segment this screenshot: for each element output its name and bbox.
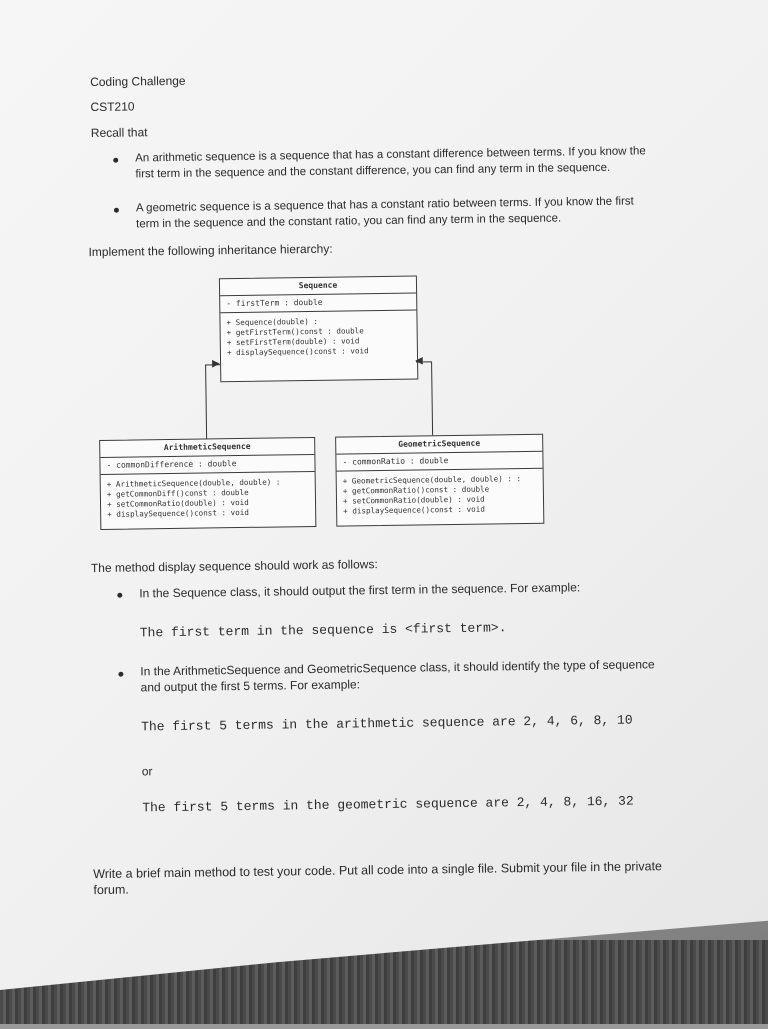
method: + getFirstTerm()const : double (226, 326, 364, 338)
bullet-dot (113, 158, 118, 163)
example-geometric: The first 5 terms in the geometric sequence are 2, 4, 8, 16, 32 (142, 793, 634, 816)
method: + GeometricSequence(double, double) : : (342, 474, 522, 486)
method: + ArithmeticSequence(double, double) : (106, 477, 281, 489)
arithmetic-attribute: - commonDifference : double (100, 455, 314, 475)
subclass-rule: In the ArithmeticSequence and GeometricSequence class, it should identify the type of sequence and output the first 5 terms. For example: (140, 657, 655, 695)
inheritance-arrow-icon: ◀ (414, 355, 423, 367)
method: + getCommonRatio()const : double (342, 484, 490, 496)
recall-heading: Recall that (90, 125, 148, 141)
bullet-dot (114, 208, 119, 213)
closing-instructions: Write a brief main method to test your code. Put all code into a single file. Submit your file in the private forum. (93, 859, 663, 898)
method: + setFirstTerm(double) : void (226, 336, 360, 348)
method: + setCommonRatio(double) : void (342, 494, 485, 506)
method: + Sequence(double) : (226, 316, 319, 328)
implement-label: Implement the following inheritance hierarchy: (88, 241, 333, 260)
arithmetic-class-box (99, 437, 316, 530)
method: + setCommonRatio(double) : void (106, 497, 249, 509)
course-code: CST210 (90, 99, 135, 115)
geometric-attribute: - commonRatio : double (336, 452, 542, 472)
geometric-class-box (335, 434, 544, 527)
sequence-attribute: - firstTerm : double (220, 294, 416, 314)
method: + displaySequence()const : void (343, 504, 485, 516)
document-title: Coding Challenge (90, 73, 186, 90)
method: + displaySequence()const : void (226, 346, 369, 358)
method: + displaySequence()const : void (107, 507, 249, 519)
sequence-class-box (219, 276, 418, 383)
geometric-methods (337, 469, 544, 522)
sequence-methods (220, 311, 417, 364)
inheritance-arrow-icon: ▶ (212, 358, 220, 370)
sequence-class-rule: In the Sequence class, it should output the first term in the sequence. For example: (139, 580, 581, 601)
geometric-definition: A geometric sequence is a sequence that has a constant ratio between terms. If you know the first term in the sequence and the constant ratio, you can find any term in the sequence. (135, 195, 634, 231)
arithmetic-definition: An arithmetic sequence is a sequence that has a constant difference between terms. If you know the first term in the sequence and the constant difference, you can find any term in the sequence. (135, 145, 646, 181)
or-separator: or (141, 764, 153, 779)
example-arithmetic: The first 5 terms in the arithmetic sequence are 2, 4, 6, 8, 10 (141, 712, 633, 735)
bullet-dot (117, 593, 122, 598)
arithmetic-class-name: ArithmeticSequence (100, 438, 314, 458)
display-intro: The method display sequence should work as follows: (90, 557, 378, 576)
geometric-class-name: GeometricSequence (336, 435, 542, 455)
sequence-class-name: Sequence (220, 277, 416, 297)
method: + getCommonDiff()const : double (106, 487, 249, 499)
arithmetic-methods (101, 472, 316, 525)
example-first-term: The first term in the sequence is <first term>. (139, 620, 507, 641)
inheritance-line-geometric (431, 361, 433, 435)
inheritance-line-arithmetic (205, 364, 207, 438)
bullet-dot (118, 672, 123, 677)
